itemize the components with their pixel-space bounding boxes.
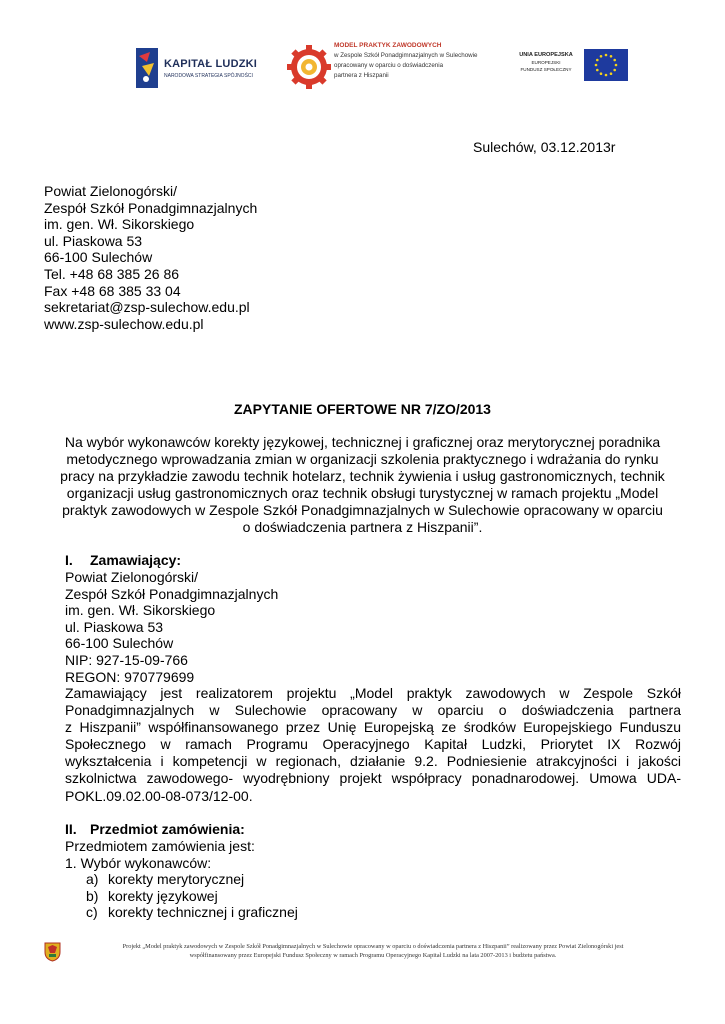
detail-line: ul. Piaskowa 53 — [65, 618, 164, 635]
email-line: sekretariat@zsp-sulechow.edu.pl — [44, 299, 250, 316]
paragraph-line: Społecznego w ramach Programu Operacyjnego Kapitał Ludzki, Priorytet IX Rozwój — [65, 736, 681, 753]
model-praktyk-line: w Zespole Szkół Ponadgimnazjalnych w Sulechowie — [334, 52, 478, 59]
section-title: Przedmiot zamówienia: — [90, 821, 245, 837]
website-line: www.zsp-sulechow.edu.pl — [44, 315, 204, 332]
eu-logo-line: UNIA EUROPEJSKA — [519, 52, 573, 58]
intro-line: pracy na przykładzie zawodu technik hotelarz, technik żywienia i usług gastronomicznych, technik — [60, 468, 665, 484]
paragraph-line: z Hiszpanii” współfinansowanego przez Unię Europejską ze środków Europejskiego Funduszu — [65, 719, 681, 736]
subitem-text: korekty merytorycznej — [108, 871, 245, 888]
nip-line: NIP: 927-15-09-766 — [65, 651, 188, 668]
list-subitem — [65, 871, 298, 888]
intro-paragraph — [44, 434, 681, 536]
address-line: im. gen. Wł. Sikorskiego — [44, 216, 195, 233]
contracting-authority-details — [65, 569, 278, 685]
model-praktyk-line: opracowany w oparciu o doświadczenia — [334, 62, 444, 69]
subitem-marker: a) — [86, 871, 99, 888]
subitem-text: korekty językowej — [108, 887, 218, 904]
page-footer — [70, 942, 676, 960]
model-praktyk-logo — [286, 40, 491, 106]
document-title: ZAPYTANIE OFERTOWE NR 7/ZO/2013 — [234, 401, 491, 417]
eu-logo-line: FUNDUSZ SPOŁECZNY — [520, 67, 572, 72]
paragraph-line: wykształcenia i kompetencji w regionach, działanie 9.2. Podniesienie atrakcyjności i jakości — [65, 753, 681, 770]
address-line: 66-100 Sulechów — [44, 249, 153, 266]
order-subject-list — [65, 838, 298, 921]
paragraph-line: Ponadgimnazjalnych w Sulechowie opracowany w oparciu o doświadczenia partnera — [65, 702, 681, 719]
intro-line: o doświadczenia partnera z Hiszpanii”. — [242, 519, 483, 535]
paragraph-line: Zamawiający jest realizatorem projektu „Model praktyk zawodowych w Zespole Szkół — [65, 685, 681, 701]
detail-line: im. gen. Wł. Sikorskiego — [65, 602, 216, 619]
model-praktyk-title: MODEL PRAKTYK ZAWODOWYCH — [334, 42, 442, 49]
fax-line: Fax +48 68 385 33 04 — [44, 282, 181, 299]
detail-line: Zespół Szkół Ponadgimnazjalnych — [65, 585, 279, 602]
section-2-heading — [65, 821, 245, 837]
intro-line: organizacji usług gastronomicznych oraz technik obsługi turystycznej w ramach projektu „Model — [66, 485, 659, 501]
section-number: I. — [65, 552, 73, 568]
subitem-marker: c) — [86, 904, 98, 921]
eu-logo-line: EUROPEJSKI — [531, 60, 561, 65]
model-praktyk-line: partnera z Hiszpanii — [334, 72, 389, 79]
kapital-ludzki-logo — [136, 48, 266, 90]
sender-address — [44, 183, 257, 332]
address-line: ul. Piaskowa 53 — [44, 232, 143, 249]
gear-logo-icon — [286, 44, 332, 90]
section-1-heading — [65, 552, 181, 568]
section-title: Zamawiający: — [90, 552, 182, 568]
list-intro: Przedmiotem zamówienia jest: — [65, 838, 255, 854]
phone-line: Tel. +48 68 385 26 86 — [44, 265, 180, 282]
eu-flag-icon — [584, 49, 628, 81]
intro-line: praktyk zawodowych w Zespole Szkół Ponadgimnazjalnych w Sulechowie opracowany w oparciu — [62, 502, 663, 518]
list-subitem — [65, 904, 298, 921]
eu-logo — [516, 49, 628, 83]
section-number: II. — [65, 821, 77, 837]
footer-line: współfinansowany przez Europejski Fundusz Społeczny w ramach Programu Operacyjnego Kapitał Ludzki na lata 2007-2013 i budżetu państwa. — [189, 952, 557, 959]
list-item: 1. Wybór wykonawców: — [65, 854, 212, 871]
kapital-ludzki-subtitle: NARODOWA STRATEGIA SPÓJNOŚCI — [164, 73, 253, 79]
detail-line: Powiat Zielonogórski/ — [65, 569, 199, 585]
section-1-paragraph — [65, 685, 681, 805]
kapital-ludzki-title: KAPITAŁ LUDZKI — [164, 58, 258, 70]
subitem-text: korekty technicznej i graficznej — [108, 904, 298, 921]
intro-line: Na wybór wykonawców korekty językowej, technicznej i graficznej oraz merytorycznej poradnika — [64, 434, 661, 450]
lubuskie-coat-of-arms-icon — [44, 942, 61, 962]
intro-line: metodycznego wprowadzania zmian w organizacji szkolenia praktycznego i wdrażania do rynku — [66, 451, 659, 467]
address-line: Powiat Zielonogórski/ — [44, 183, 178, 199]
detail-line: 66-100 Sulechów — [65, 635, 174, 652]
kapital-ludzki-mark-icon — [136, 48, 158, 88]
paragraph-line: szkolnictwa zawodowego- wyodrębniony projekt współpracy ponadnarodowej. Umowa UDA- — [65, 770, 681, 787]
regon-line: REGON: 970779699 — [65, 668, 195, 685]
address-line: Zespół Szkół Ponadgimnazjalnych — [44, 199, 258, 216]
list-subitem — [65, 888, 298, 905]
footer-line: Projekt „Model praktyk zawodowych w Zespole Szkół Ponadgimnazjalnych w Sulechowie opracowany w oparciu o doświadczenia partnera z Hiszpanii” realizowany przez Powiat Zielonogórski jest — [122, 943, 624, 950]
document-date: Sulechów, 03.12.2013r — [473, 139, 616, 155]
paragraph-line: POKL.09.02.00-08-073/12-00. — [65, 787, 253, 804]
subitem-marker: b) — [86, 887, 99, 904]
